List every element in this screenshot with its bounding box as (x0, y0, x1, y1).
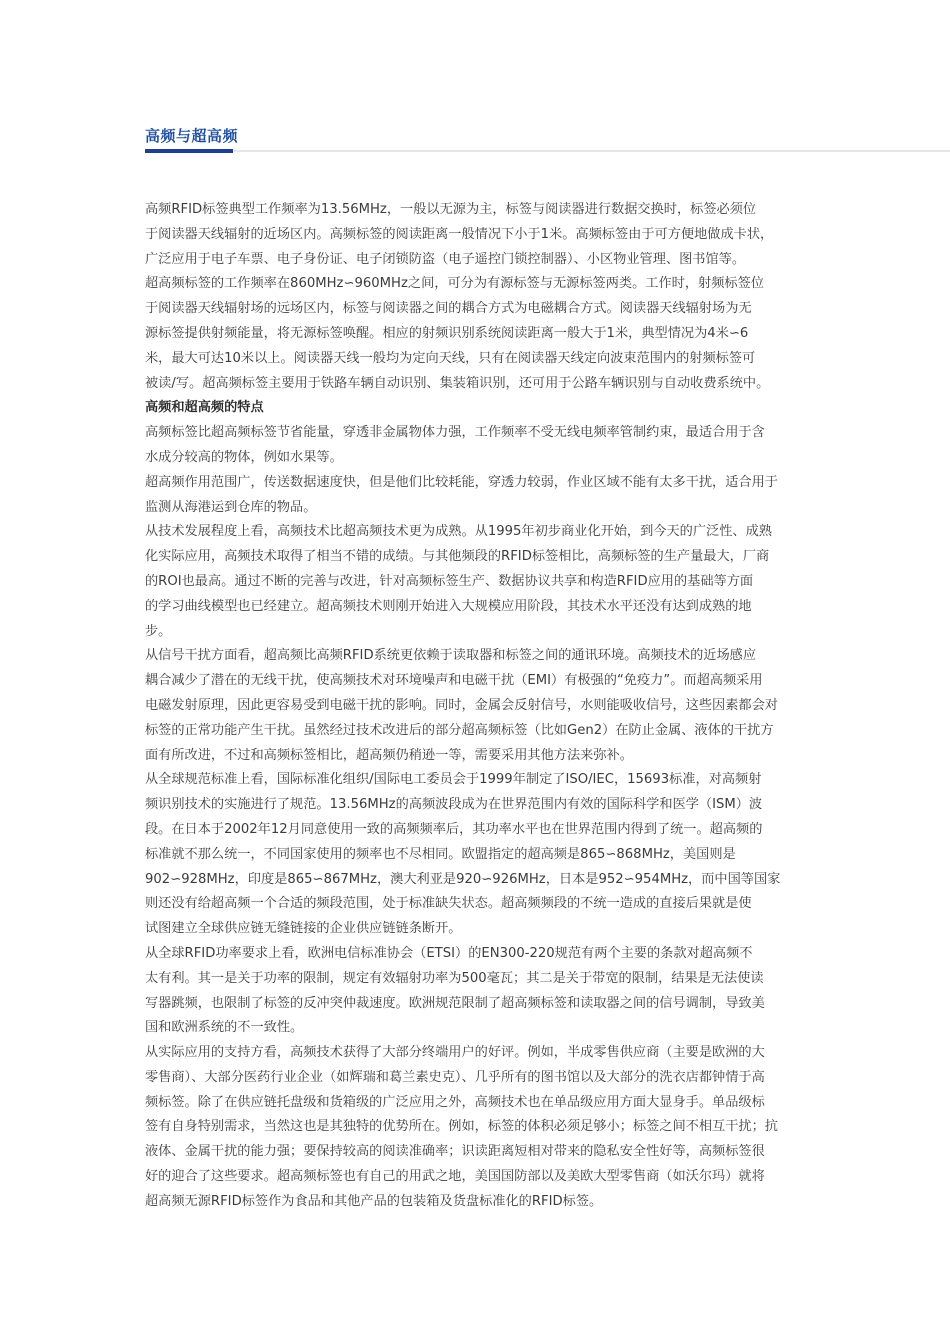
document-body (145, 198, 810, 1215)
body-text-line: 化实际应用，高频技术取得了相当不错的成绩。与其他频段的RFID标签相比，高频标签的生产量最大，厂商 (145, 549, 770, 565)
body-text-line: 段。在日本于2002年12月同意使用一致的高频频率后，其功率水平也在世界范围内得到了统一。超高频的 (145, 821, 763, 837)
body-text-line: 国和欧洲系统的不一致性。 (145, 1020, 304, 1036)
body-text-line: 水成分较高的物体，例如水果等。 (145, 449, 343, 465)
body-text-line: 面有所改进，不过和高频标签相比，超高频仍稍逊一等，需要采用其他方法来弥补。 (145, 747, 633, 763)
body-text-line: 米，最大可达10米以上。阅读器天线一般均为定向天线，只有在阅读器天线定向波束范围内的射频标签可 (145, 350, 756, 366)
body-text-line: 于阅读器天线辐射的近场区内。高频标签的阅读距离一般情况下小于1米。高频标签由于可方便地做成卡状， (145, 226, 774, 242)
title-underline (145, 150, 950, 152)
body-text-line: 监测从海港运到仓库的物品。 (145, 499, 317, 515)
title-underline-accent (145, 149, 233, 153)
body-text-line: 高频RFID标签典型工作频率为13.56MHz，一般以无源为主，标签与阅读器进行数据交换时，标签必须位 (145, 202, 757, 217)
body-text-line: 标签的正常功能产生干扰。虽然经过技术改进后的部分超高频标签（比如Gen2）在防止金属、液体的干扰方 (145, 722, 774, 738)
body-text-line: 902∽928MHz，印度是865∽867MHz，澳大利亚是920∽926MHz，日本是952∽954MHz，而中国等国家 (145, 871, 781, 887)
body-text-line: 写器跳频，也限制了标签的反冲突仲裁速度。欧洲规范限制了超高频标签和读取器之间的信号调制，导致美 (145, 995, 765, 1011)
body-text-line: 于阅读器天线辐射场的远场区内，标签与阅读器之间的耦合方式为电磁耦合方式。阅读器天线辐射场为无 (145, 301, 752, 317)
body-text-line: 广泛应用于电子车票、电子身份证、电子闭锁防盗（电子遥控门锁控制器）、小区物业管理、图书馆等。 (145, 251, 746, 267)
body-text-line: 从技术发展程度上看，高频技术比超高频技术更为成熟。从1995年初步商业化开始，到今天的广泛性、成熟 (145, 524, 772, 540)
body-text-line: 零售商）、大部分医药行业企业（如辉瑞和葛兰素史克）、几乎所有的图书馆以及大部分的洗衣店都钟情于高 (145, 1069, 765, 1085)
body-text-line: 标准就不那么统一，不同国家使用的频率也不尽相同。欧盟指定的超高频是865∽868MHz，美国则是 (145, 846, 736, 862)
body-text-line: 频标签。除了在供应链托盘级和货箱级的广泛应用之外，高频技术也在单品级应用方面大显身手。单品级标 (145, 1094, 765, 1110)
body-text-line: 的学习曲线模型也已经建立。超高频技术则刚开始进入大规模应用阶段，其技术水平还没有达到成熟的地 (145, 598, 752, 614)
body-text-line: 超高频作用范围广，传送数据速度快，但是他们比较耗能，穿透力较弱，作业区域不能有太多干扰，适合用于 (145, 474, 778, 490)
section-heading: 高频和超高频的特点 (145, 400, 264, 416)
body-text-line: 源标签提供射频能量，将无源标签唤醒。相应的射频识别系统阅读距离一般大于1米，典型情况为4米∽6 (145, 325, 749, 341)
body-text-line: 耦合减少了潜在的无线干扰，使高频技术对环境噪声和电磁干扰（EMI）有极强的“免疫力”。而超高频采用 (145, 673, 763, 689)
body-text-line: 签有自身特别需求，当然这也是其独特的优势所在。例如，标签的体积必须足够小；标签之间不相互干扰；抗 (145, 1119, 778, 1135)
body-text-line: 从实际应用的支持方看，高频技术获得了大部分终端用户的好评。例如，半成零售供应商（主要是欧洲的大 (145, 1045, 765, 1061)
body-text-line: 则还没有给超高频一个合适的频段范围，处于标准缺失状态。超高频频段的不统一造成的直接后果就是使 (145, 896, 752, 912)
body-text-line: 好的迎合了这些要求。超高频标签也有自己的用武之地，美国国防部以及美欧大型零售商（如沃尔玛）就将 (145, 1169, 765, 1185)
body-text-line: 从全球规范标准上看，国际标准化组织/国际电工委员会于1999年制定了ISO/IEC，15693标准，对高频射 (145, 772, 762, 788)
page-title: 高频与超高频 (145, 127, 239, 145)
body-text-line: 从全球RFID功率要求上看，欧洲电信标准协会（ETSI）的EN300-220规范有两个主要的条款对超高频不 (145, 945, 753, 961)
body-text-line: 电磁发射原理，因此更容易受到电磁干扰的影响。同时，金属会反射信号，水则能吸收信号，这些因素都会对 (145, 697, 778, 713)
body-text-line: 超高频标签的工作频率在860MHz∽960MHz之间，可分为有源标签与无源标签两类。工作时，射频标签位 (145, 276, 764, 292)
body-text-line: 高频标签比超高频标签节省能量，穿透非金属物体力强，工作频率不受无线电频率管制约束，最适合用于含 (145, 425, 765, 441)
body-text-line: 被读/写。超高频标签主要用于铁路车辆自动识别、集装箱识别，还可用于公路车辆识别与自动收费系统中。 (145, 375, 770, 391)
body-text-line: 液体、金属干扰的能力强；要保持较高的阅读准确率；识读距离短相对带来的隐私安全性好等，高频标签很 (145, 1144, 765, 1160)
body-text-line: 从信号干扰方面看，超高频比高频RFID系统更依赖于读取器和标签之间的通讯环境。高频技术的近场感应 (145, 648, 757, 664)
body-text-line: 步。 (145, 623, 172, 639)
body-text-line: 频识别技术的实施进行了规范。13.56MHz的高频波段成为在世界范围内有效的国际科学和医学（ISM）波 (145, 797, 763, 813)
body-text-line: 太有利。其一是关于功率的限制，规定有效辐射功率为500毫瓦；其二是关于带宽的限制，结果是无法使读 (145, 970, 764, 986)
body-text-line: 的ROI也最高。通过不断的完善与改进，针对高频标签生产、数据协议共享和构造RFID应用的基础等方面 (145, 573, 754, 589)
body-text-line: 试图建立全球供应链无缝链接的企业供应链链条断开。 (145, 921, 462, 937)
body-text-line: 超高频无源RFID标签作为食品和其他产品的包装箱及货盘标准化的RFID标签。 (145, 1193, 603, 1209)
